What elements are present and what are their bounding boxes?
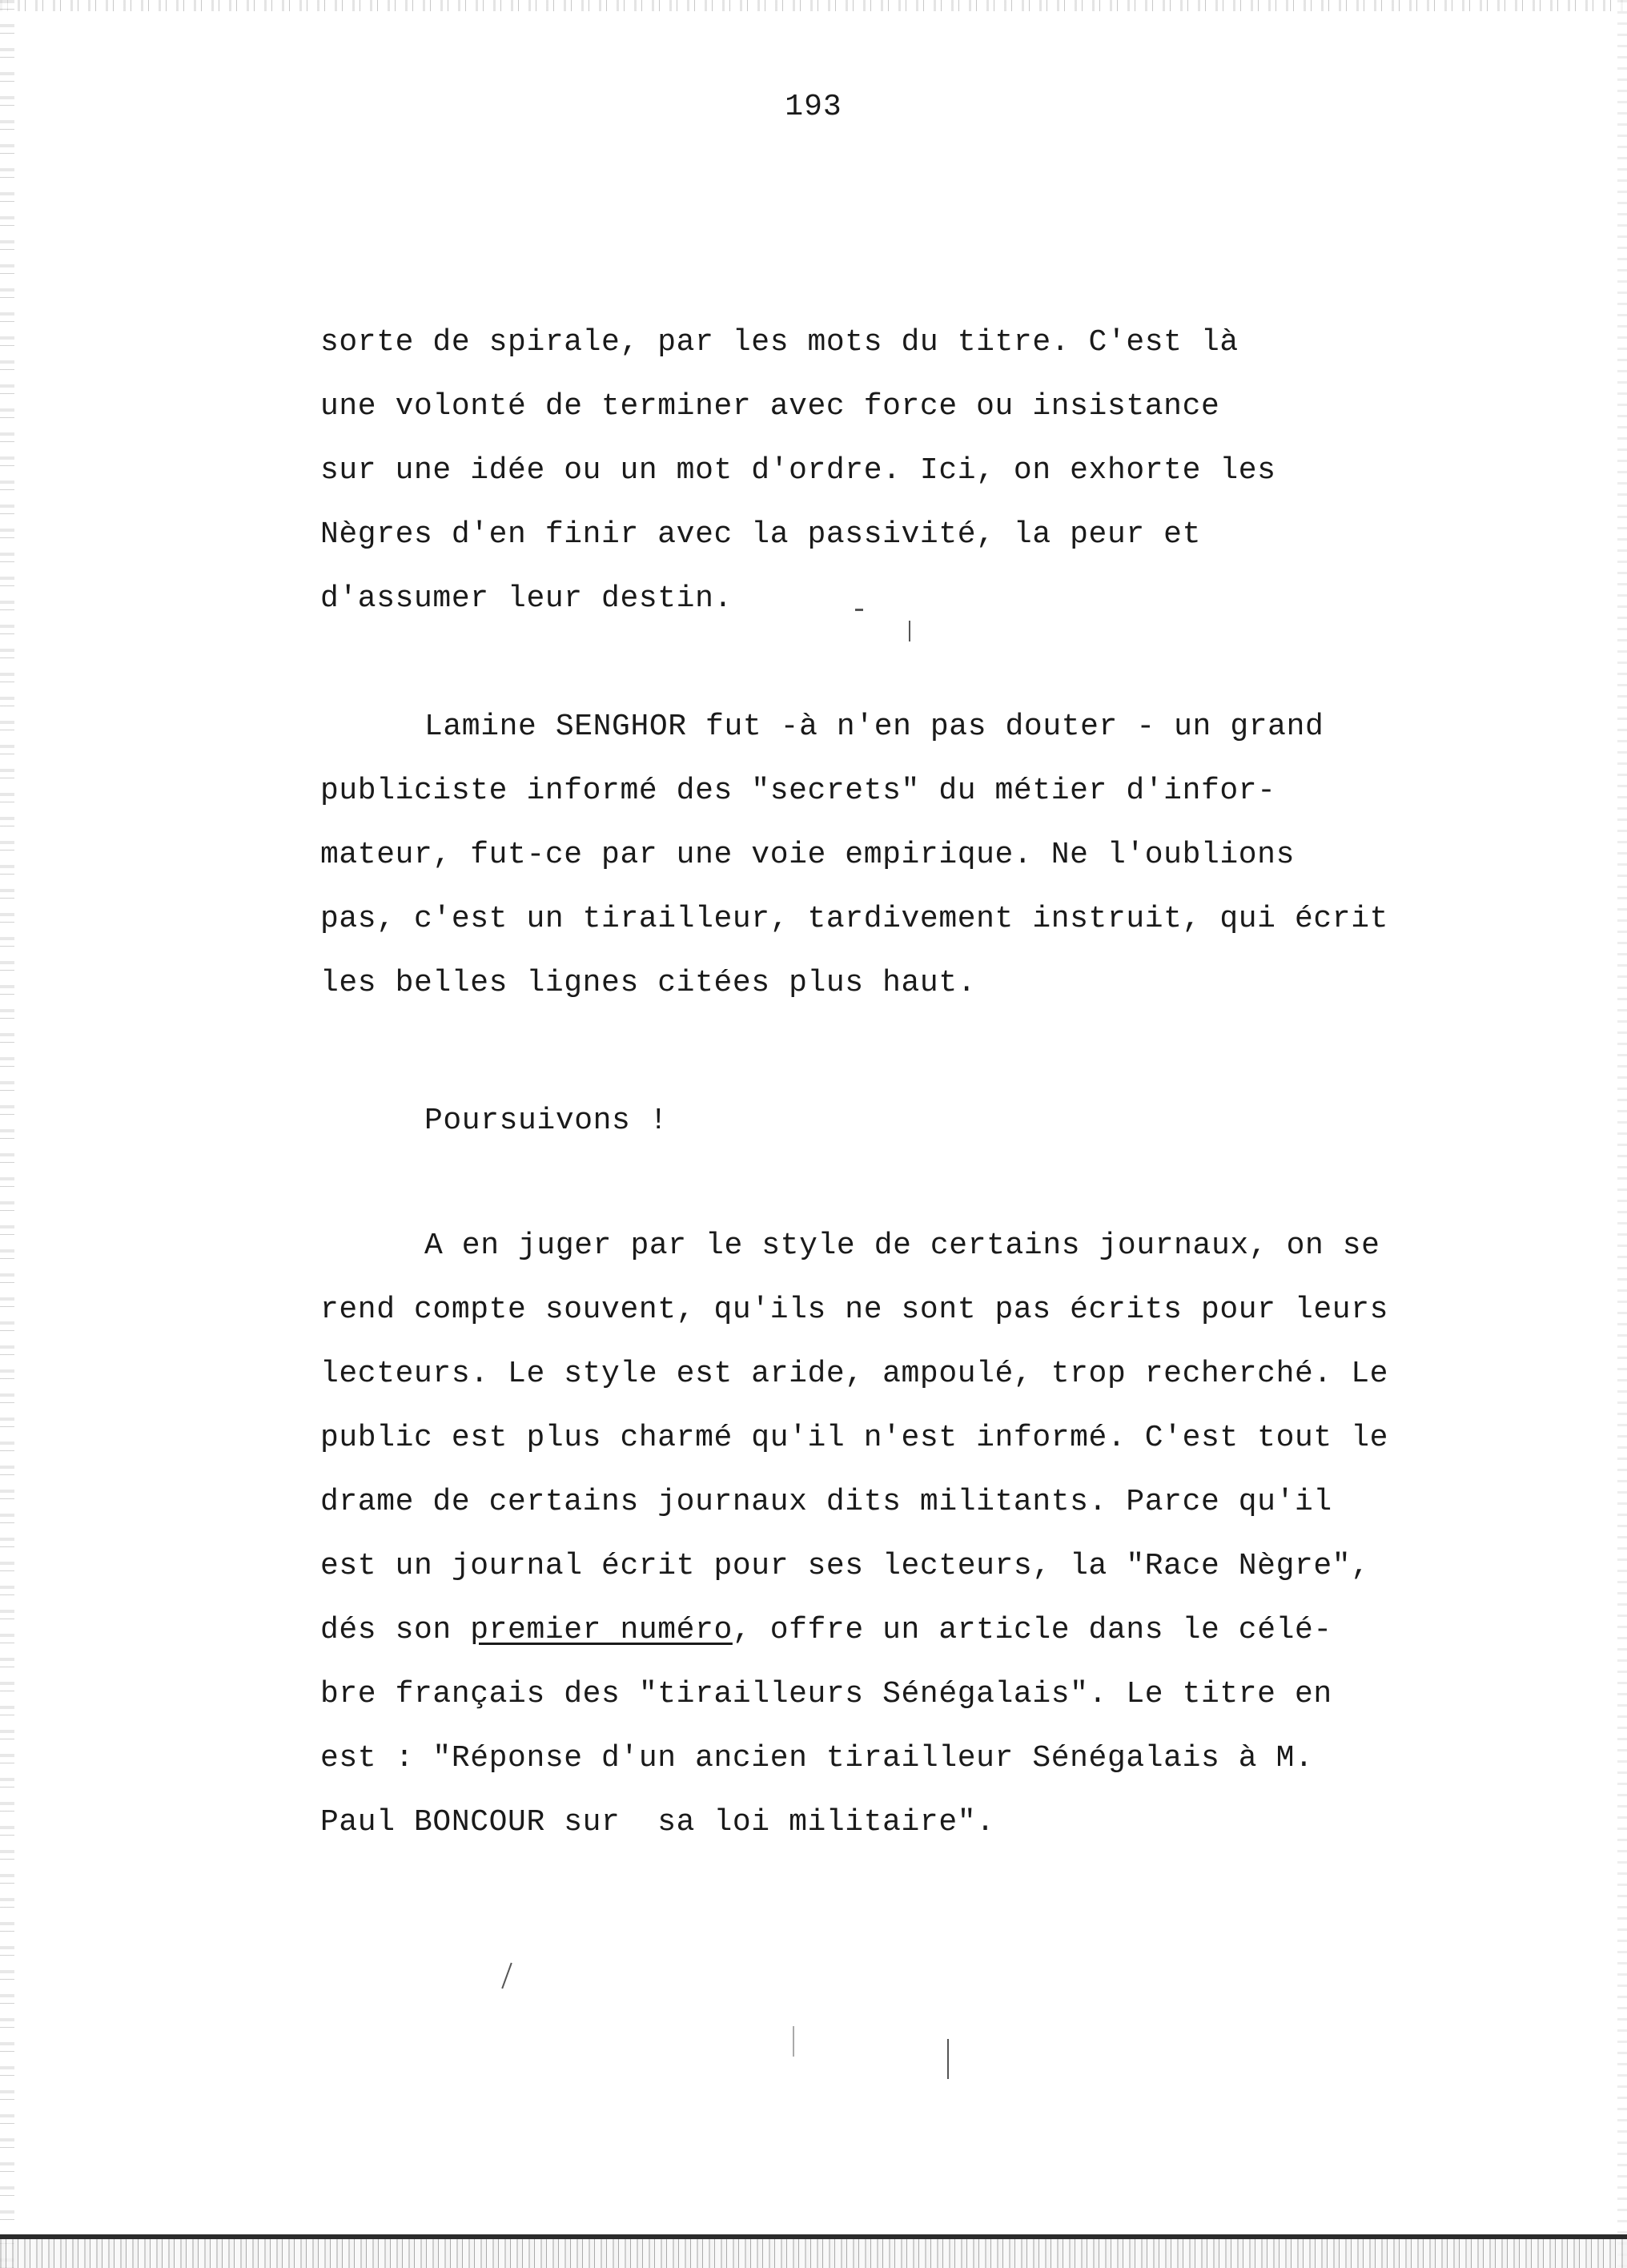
text-line: une volonté de terminer avec force ou insistance bbox=[320, 389, 1220, 424]
text-line: rend compte souvent, qu'ils ne sont pas écrits pour leurs bbox=[320, 1293, 1389, 1327]
text-fragment: , offre un article dans le célé- bbox=[732, 1613, 1332, 1647]
text-line: Paul BONCOUR sur sa loi militaire". bbox=[320, 1805, 995, 1840]
text-line: A en juger par le style de certains journaux, on se bbox=[424, 1228, 1380, 1263]
scan-edge-top bbox=[0, 0, 1627, 11]
paragraph-1 bbox=[320, 311, 1489, 631]
scan-mark bbox=[909, 621, 910, 641]
scan-mark bbox=[793, 2026, 794, 2057]
scan-edge-left bbox=[0, 0, 14, 2268]
text-line: bre français des "tirailleurs Sénégalais". Le titre en bbox=[320, 1677, 1332, 1711]
text-fragment: dés son bbox=[320, 1613, 471, 1647]
text-line: est un journal écrit pour ses lecteurs, la "Race Nègre", bbox=[320, 1549, 1370, 1583]
text-line: est : "Réponse d'un ancien tirailleur Sénégalais à M. bbox=[320, 1741, 1314, 1775]
text-line: sur une idée ou un mot d'ordre. Ici, on exhorte les bbox=[320, 453, 1276, 488]
scan-edge-right bbox=[1617, 0, 1627, 2268]
text-line-underlined bbox=[320, 1598, 1489, 1663]
paragraph-4 bbox=[320, 1214, 1489, 1855]
text-line: les belles lignes citées plus haut. bbox=[320, 966, 977, 1000]
text-line: lecteurs. Le style est aride, ampoulé, trop recherché. Le bbox=[320, 1357, 1389, 1391]
paragraph-3 bbox=[320, 1089, 1489, 1153]
text-line: sorte de spirale, par les mots du titre. C'est là bbox=[320, 325, 1239, 360]
text-line: d'assumer leur destin. bbox=[320, 581, 733, 616]
text-line: Lamine SENGHOR fut -à n'en pas douter - un grand bbox=[424, 710, 1324, 744]
scan-mark bbox=[855, 609, 863, 611]
text-line: Poursuivons ! bbox=[424, 1104, 669, 1138]
text-line: Nègres d'en finir avec la passivité, la peur et bbox=[320, 517, 1201, 552]
text-line: mateur, fut-ce par une voie empirique. Ne l'oublions bbox=[320, 838, 1295, 872]
page-number: 193 bbox=[785, 90, 842, 124]
text-line: pas, c'est un tirailleur, tardivement instruit, qui écrit bbox=[320, 902, 1389, 936]
text-line: drame de certains journaux dits militants. Parce qu'il bbox=[320, 1485, 1332, 1519]
paragraph-2 bbox=[320, 695, 1489, 1015]
underlined-text: premier numéro bbox=[470, 1613, 733, 1647]
scan-edge-bottom bbox=[0, 2239, 1627, 2268]
text-line: publiciste informé des "secrets" du métier d'infor- bbox=[320, 774, 1276, 808]
scan-mark bbox=[947, 2039, 949, 2079]
text-line: public est plus charmé qu'il n'est informé. C'est tout le bbox=[320, 1421, 1389, 1455]
scan-mark bbox=[501, 1963, 512, 1989]
